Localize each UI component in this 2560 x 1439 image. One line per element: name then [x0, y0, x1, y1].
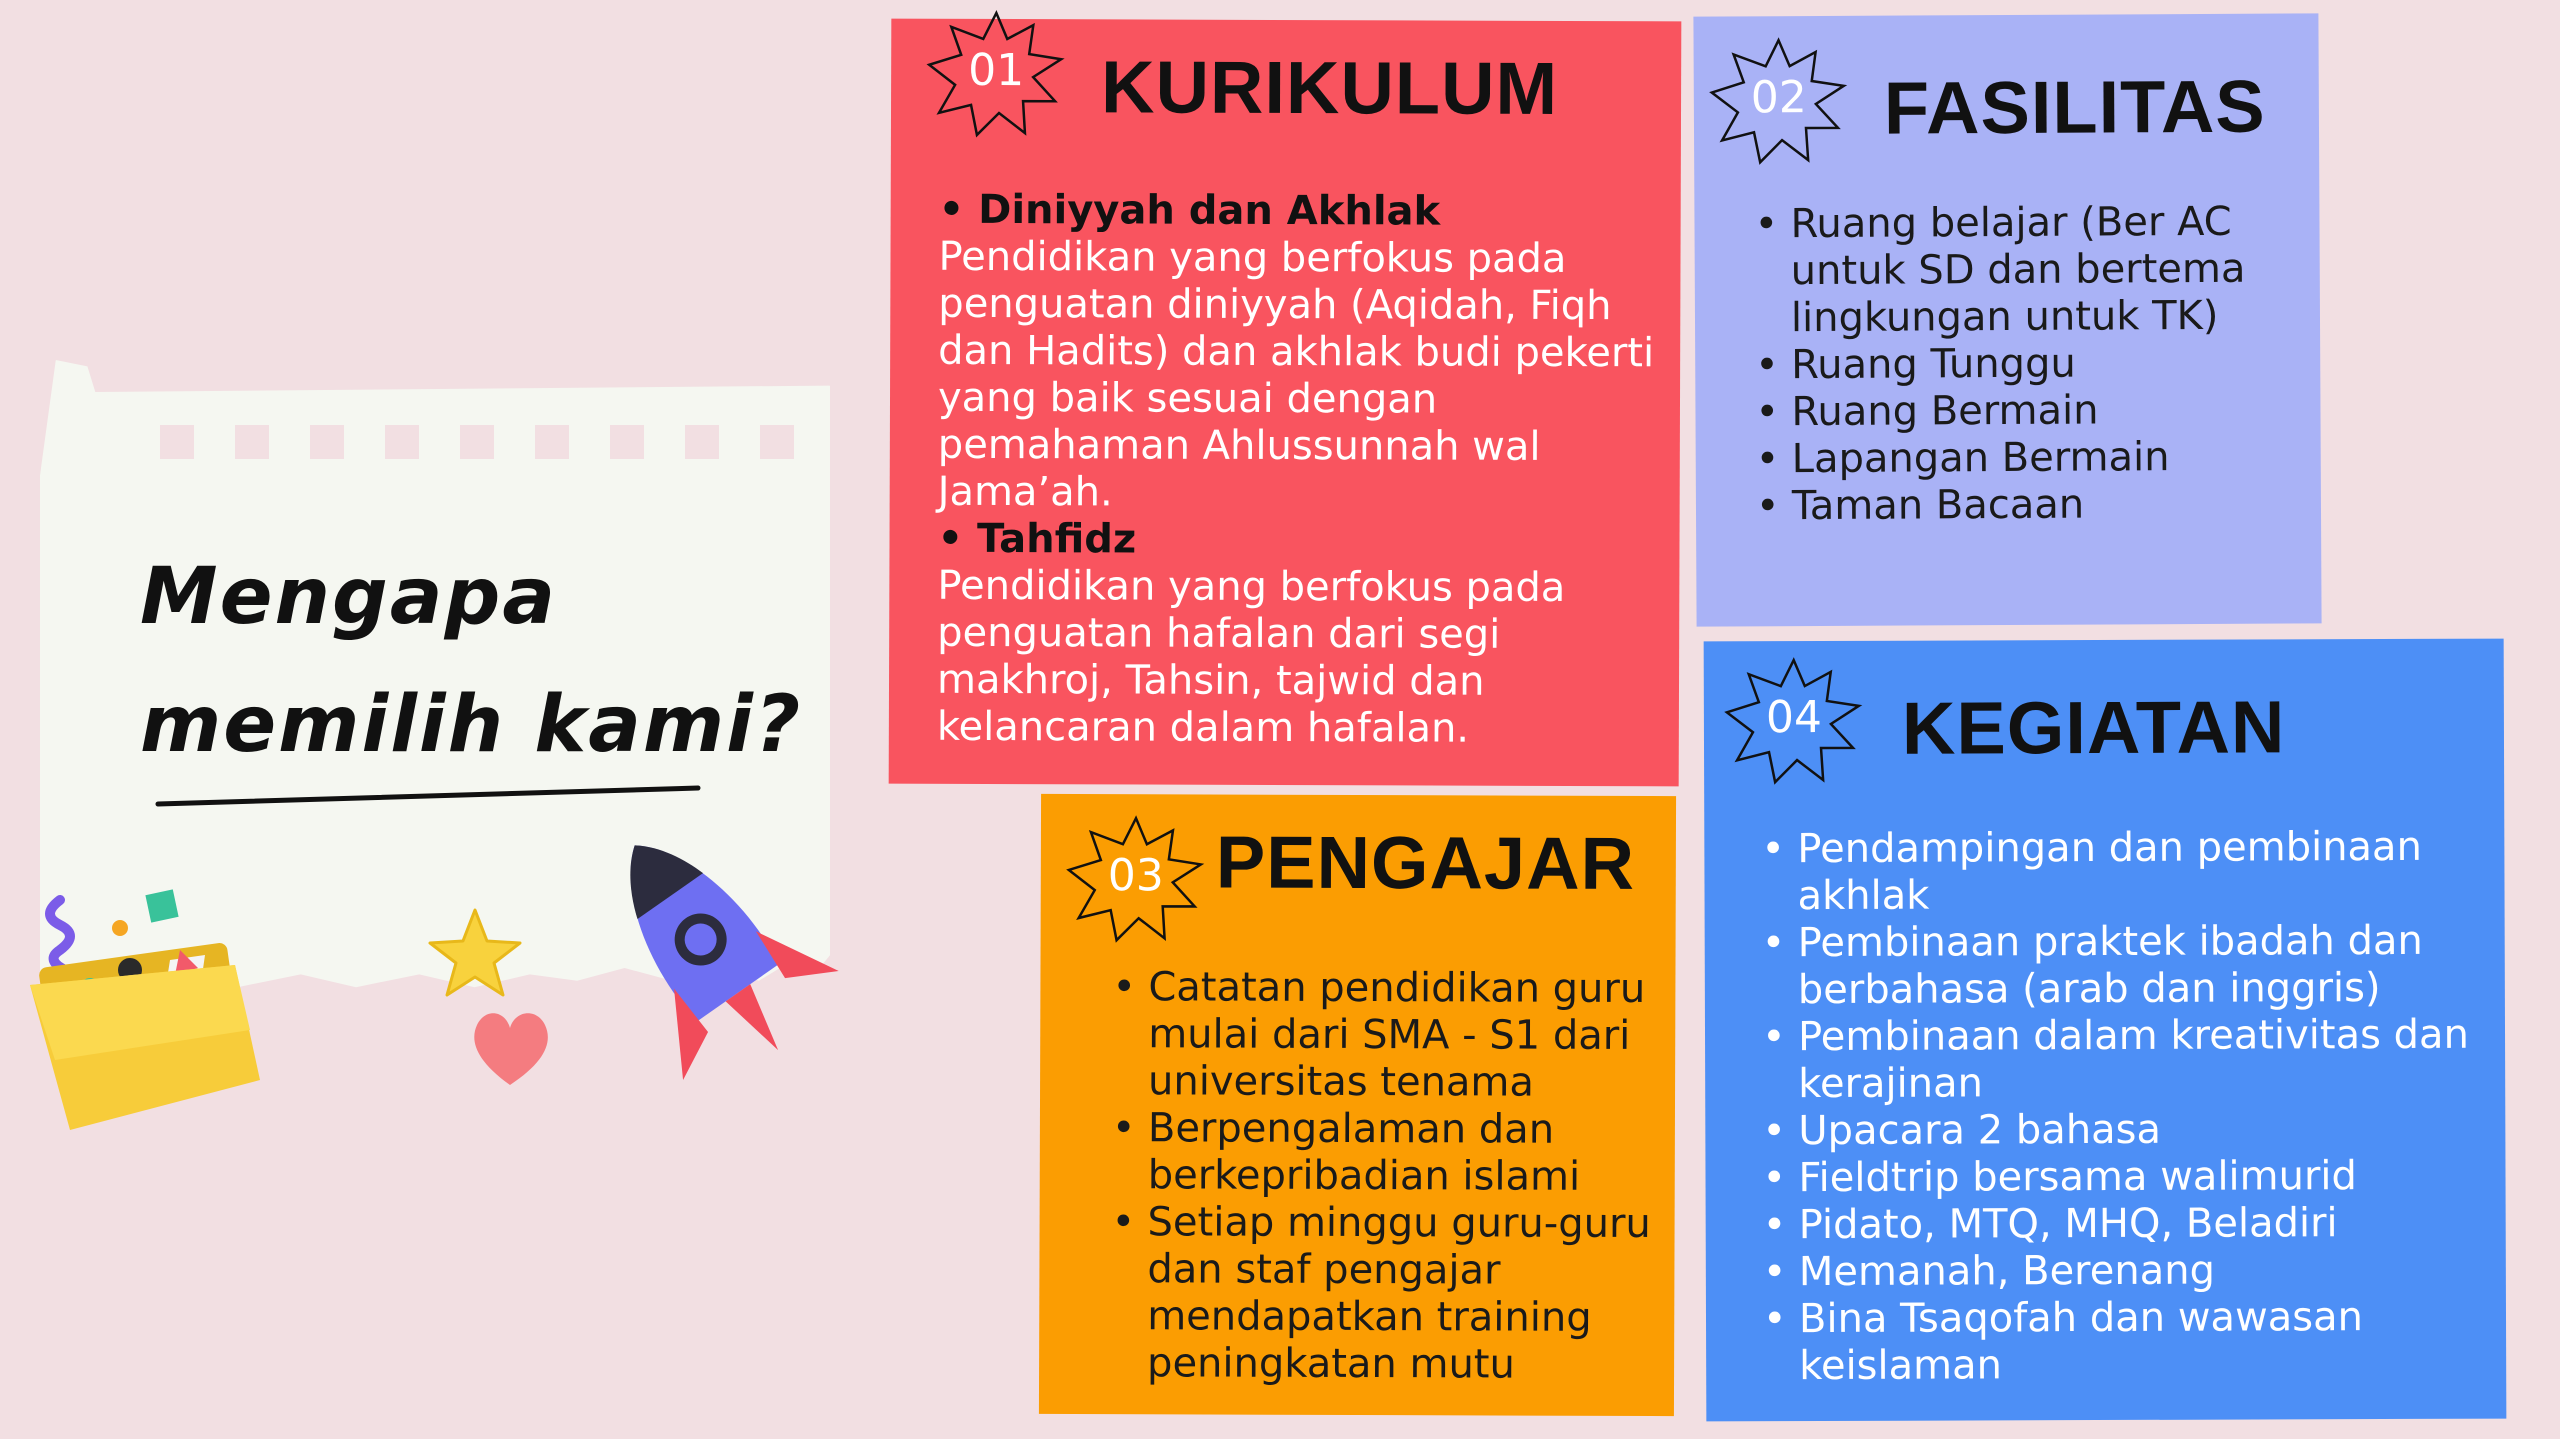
- badge-number: 01: [968, 44, 1025, 97]
- fasilitas-list: [1752, 199, 2294, 531]
- list-item: • Bina Tsaqofah dan wawasan keislaman: [1799, 1294, 2501, 1390]
- kurikulum-body: [937, 187, 1659, 754]
- binder-hole: [385, 425, 419, 459]
- badge-star-icon: [1061, 814, 1211, 945]
- badge-number: 04: [1765, 691, 1822, 744]
- badge-star-icon: [1719, 656, 1869, 787]
- card-kegiatan: [1704, 639, 2507, 1422]
- binder-hole: [235, 425, 269, 459]
- section-text: Pendidikan yang berfokus pada penguatan hafalan dari segi makhroj, Tahsin, tajwid dan kelancaran dalam hafalan.: [936, 562, 1566, 752]
- card-title: KURIKULUM: [1100, 45, 1559, 130]
- list-item: • Memanah, Berenang: [1799, 1247, 2501, 1296]
- kegiatan-list: [1759, 824, 2501, 1391]
- section-heading: • Tahfidz: [937, 515, 1137, 563]
- card-kurikulum: [889, 19, 1682, 787]
- binder-hole: [160, 425, 194, 459]
- binder-hole: [685, 425, 719, 459]
- section-text: Pendidikan yang berfokus pada penguatan diniyyah (Aqidah, Fiqh dan Hadits) dan akhlak budi pekerti yang baik sesuai dengan pemahaman Ahlussunnah wal Jama’ah.: [937, 233, 1655, 516]
- star-icon: [425, 905, 525, 1005]
- card-title: KEGIATAN: [1901, 685, 2286, 770]
- pengajar-list: [1109, 964, 1660, 1389]
- list-item: • Pendampingan dan pembinaan akhlak: [1797, 824, 2499, 920]
- binder-hole: [535, 425, 569, 459]
- badge-number: 03: [1107, 850, 1164, 902]
- list-item: • Ruang Bermain: [1791, 387, 2293, 437]
- section-heading: • Diniyyah dan Akhlak: [938, 186, 1441, 235]
- list-item: • Taman Bacaan: [1792, 481, 2294, 531]
- list-item: • Lapangan Bermain: [1792, 434, 2294, 484]
- rocket-icon: [550, 810, 880, 1110]
- binder-hole: [610, 425, 644, 459]
- list-item: • Ruang belajar (Ber AC untuk SD dan bertema lingkungan untuk TK): [1790, 199, 2293, 343]
- badge-star-icon: [1704, 36, 1855, 167]
- list-item: • Berpengalaman dan berkepribadian islami: [1148, 1105, 1660, 1201]
- list-item: • Setiap minggu guru-guru dan staf pengajar mendapatkan training peningkatan mutu: [1147, 1199, 1660, 1389]
- list-item: • Catatan pendidikan guru mulai dari SMA - S1 dari universitas tenama: [1148, 964, 1660, 1107]
- card-title: PENGAJAR: [1215, 820, 1636, 905]
- headline-line-1: Mengapa: [140, 552, 557, 642]
- list-item: • Upacara 2 bahasa: [1798, 1106, 2500, 1155]
- card-pengajar: [1039, 794, 1676, 1416]
- card-fasilitas: [1693, 13, 2321, 626]
- list-item: • Fieldtrip bersama walimurid: [1798, 1153, 2500, 1202]
- card-title: FASILITAS: [1883, 64, 2266, 150]
- list-item: • Pembinaan dalam kreativitas dan kerajinan: [1798, 1012, 2500, 1108]
- list-item: • Ruang Tunggu: [1791, 340, 2293, 390]
- binder-hole: [310, 425, 344, 459]
- heart-icon: [465, 1000, 555, 1095]
- binder-hole: [460, 425, 494, 459]
- folder-icon: [20, 880, 270, 1140]
- badge-star-icon: [921, 9, 1071, 140]
- list-item: • Pidato, MTQ, MHQ, Beladiri: [1799, 1200, 2501, 1249]
- binder-hole: [760, 425, 794, 459]
- list-item: • Pembinaan praktek ibadah dan berbahasa (arab dan inggris): [1798, 918, 2500, 1014]
- headline-line-2: memilih kami?: [140, 680, 803, 770]
- badge-number: 02: [1750, 72, 1807, 124]
